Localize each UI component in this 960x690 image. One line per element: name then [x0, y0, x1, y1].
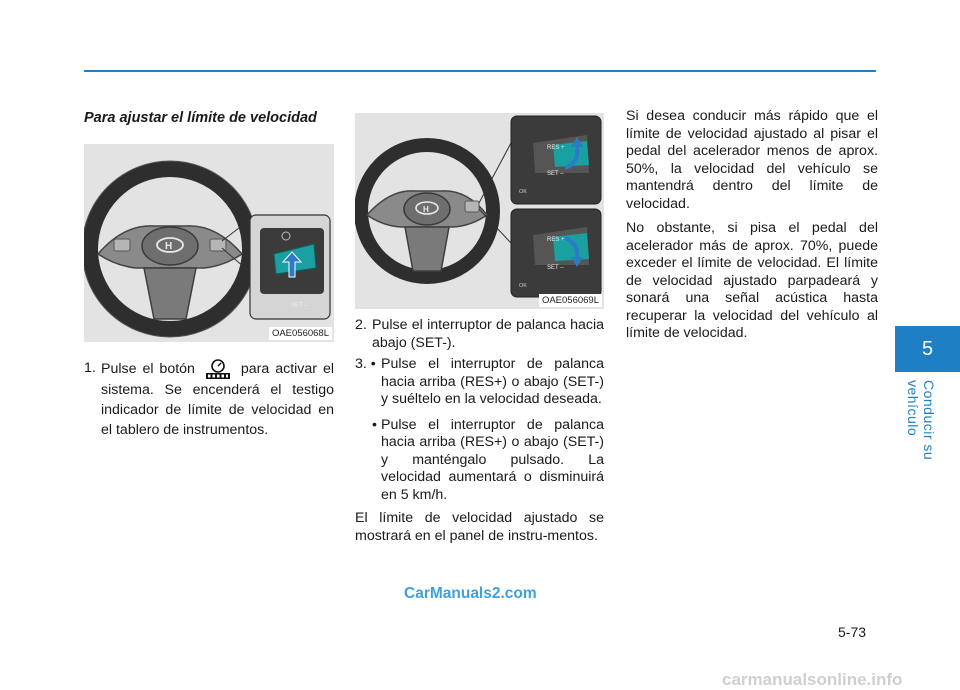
step-text: Pulse el botón [101, 360, 195, 377]
panel-set-label: SET – [291, 302, 308, 309]
panel-res-label: RES + [547, 145, 565, 151]
page-number: 5-73 [838, 624, 867, 640]
chapter-title: Conducir su vehículo [905, 380, 937, 461]
drive-mode-icon [205, 358, 231, 380]
step-3-bullet-1: 3. • Pulse el interruptor de palanca hacia arriba (RES+) o abajo (SET-) y suéltelo en la velocidad deseada. [355, 356, 604, 407]
step-2 [355, 317, 604, 352]
steering-wheel-illustration [355, 113, 604, 309]
column-3 [626, 108, 878, 350]
watermark-text: CarManuals2.com [404, 585, 537, 602]
step-3-bullet-2: • Pulse el interruptor de palanca hacia arriba (RES+) o abajo (SET-) y manténgalo pulsado. La velocidad aumentará o disminuirá en 5 km/h. [372, 416, 604, 503]
panel-ok-label: OK [519, 283, 527, 289]
step-number: 1. [84, 359, 96, 376]
chapter-number-tab [895, 326, 960, 372]
step-number: 3. [355, 356, 367, 372]
footer-site-text: carmanualsonline.info [722, 670, 903, 689]
paragraph: Si desea conducir más rápido que el límite de velocidad ajustado al pisar el pedal del acelerador menos de aprox. 50%, la velocidad del vehículo se mantendrá dentro del límite de velocidad. [626, 108, 878, 212]
column-1 [84, 108, 334, 440]
panel-set-label: SET – [547, 265, 564, 271]
svg-text:H: H [423, 205, 429, 214]
step-1 [84, 358, 334, 440]
top-rule [84, 70, 876, 72]
section-heading: Para ajustar el límite de velocidad [84, 110, 317, 126]
panel-set-label: SET – [547, 171, 564, 177]
display-note: El límite de velocidad ajustado se mostrará en el panel de instru-mentos. [355, 510, 604, 544]
figure-code: OAE056069L [539, 294, 602, 307]
column-2 [355, 113, 604, 545]
figure-steering-wheel-lever [355, 113, 604, 309]
figure-code: OAE056068L [269, 327, 332, 340]
panel-res-label: RES + [547, 237, 565, 243]
paragraph: No obstante, si pisa el pedal del acelerador más de aprox. 70%, puede exceder el límite de velocidad. El límite de velocidad ajustado parpadeará y sonará una señal acústica hasta recuperar la velocidad del vehículo al límite de velocidad. [626, 220, 878, 341]
chapter-number: 5 [921, 337, 934, 360]
svg-text:H: H [165, 240, 173, 252]
bullet-text: Pulse el interruptor de palanca hacia arriba (RES+) o abajo (SET-) y manténgalo pulsado. La velocidad aumentará o disminuirá en 5 km/h. [381, 416, 604, 503]
step-text: para activar el sistema. Se encenderá el testigo indicador de límite de velocidad en el tablero de instrumentos. [101, 360, 334, 438]
step-number: 2. [355, 317, 367, 333]
steering-wheel-illustration [84, 144, 334, 342]
bullet-text: Pulse el interruptor de palanca hacia arriba (RES+) o abajo (SET-) y suéltelo en la velocidad deseada. [381, 356, 604, 407]
step-text: Pulse el interruptor de palanca hacia abajo (SET-). [372, 317, 604, 351]
figure-steering-wheel-mode [84, 144, 334, 342]
panel-ok-label: OK [519, 189, 527, 195]
